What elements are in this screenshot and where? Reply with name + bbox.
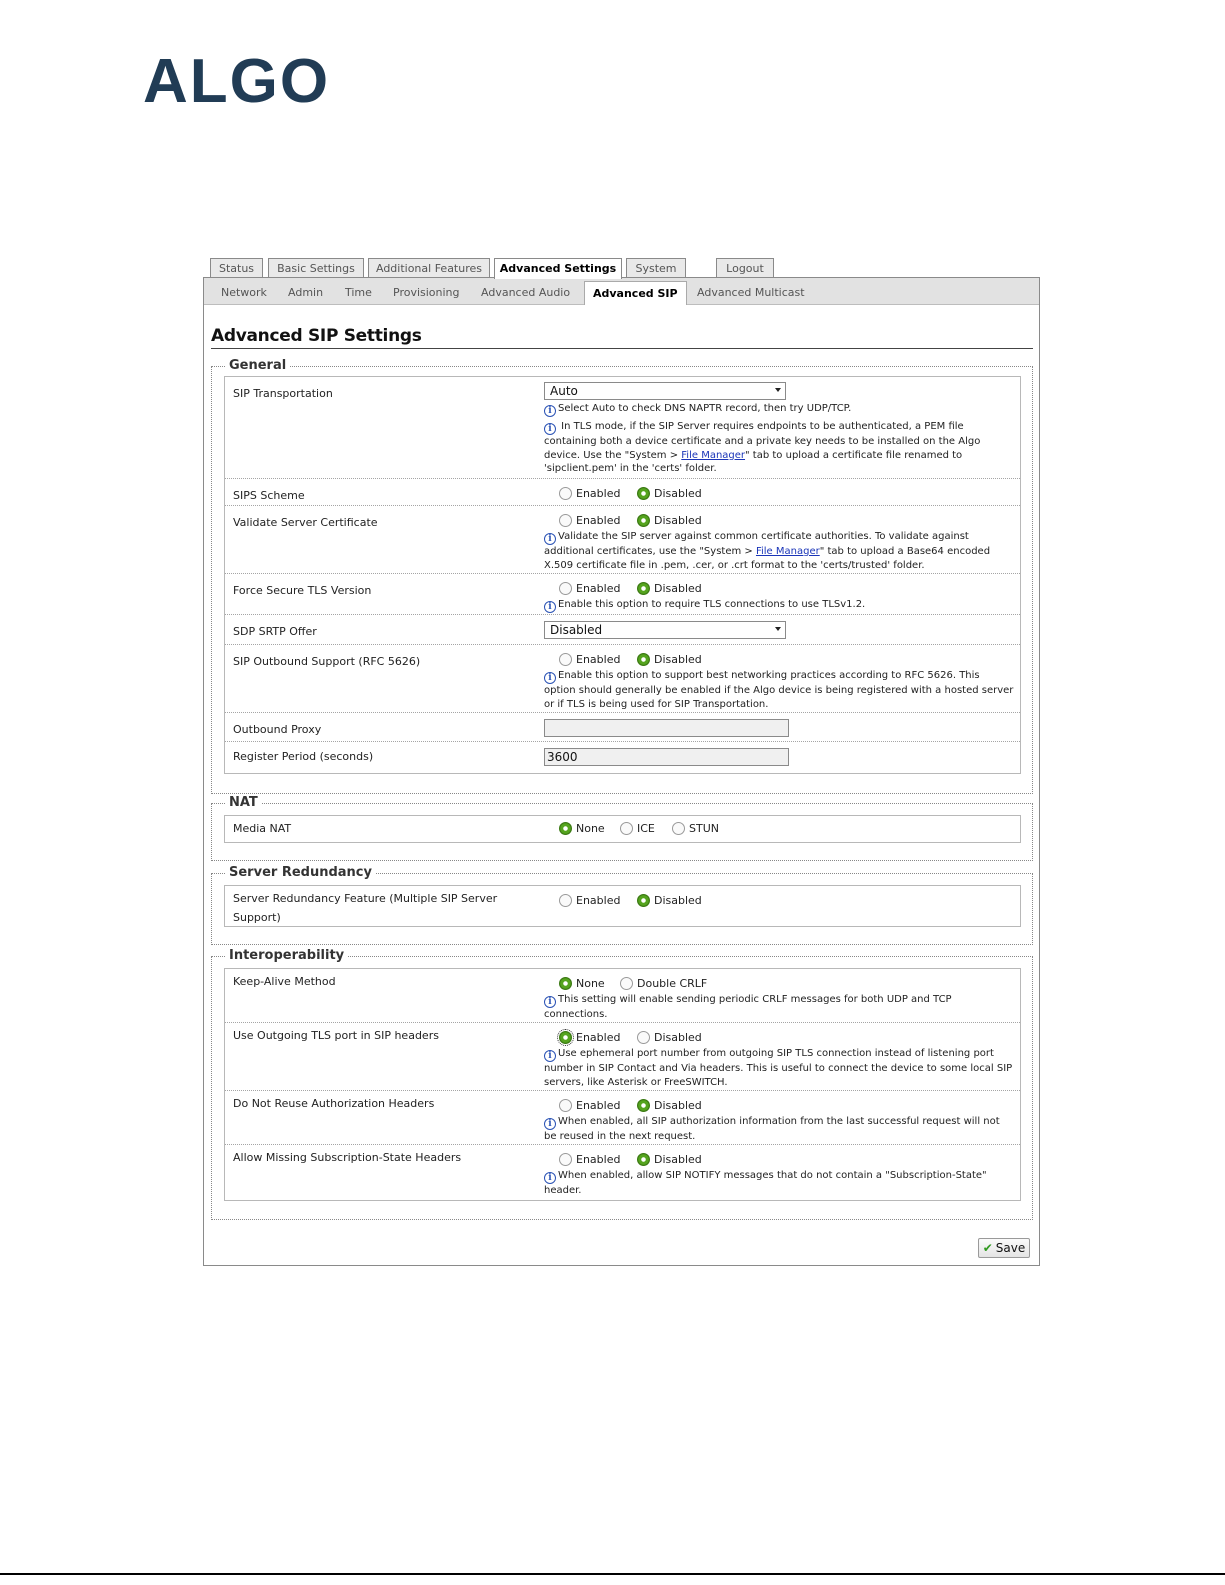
sip-transportation-value: Auto [550, 384, 578, 398]
keep-alive-none-option[interactable] [559, 975, 605, 992]
dropdown-arrow-icon [775, 388, 781, 392]
media-nat-none-option[interactable] [559, 820, 605, 837]
help-text: Enable this option to support best networking practices according to RFC 5626. This option should generally be enabled if the Algo device is being registered with a hosted server or if TLS is being used for SIP Transportation. [544, 670, 1014, 710]
no-reuse-auth-disabled-option[interactable] [637, 1097, 702, 1114]
algo-logo [143, 52, 373, 110]
no-reuse-auth-row [225, 1091, 1020, 1145]
page-footer-rule [0, 1573, 1225, 1575]
force-tls-row [225, 574, 1020, 615]
nat-group [211, 795, 1033, 861]
info-icon: i [544, 1118, 556, 1130]
subtab-advanced-sip[interactable]: Advanced SIP [584, 281, 687, 305]
radio-label: STUN [689, 822, 719, 835]
keep-alive-help [544, 993, 1014, 1022]
radio-icon[interactable] [559, 487, 572, 500]
validate-cert-disabled-option[interactable] [637, 512, 702, 529]
help-text: " tab to upload a certificate file renamed to 'sipclient.pem' in the 'certs' folder. [544, 449, 963, 474]
radio-label: Disabled [654, 1153, 702, 1166]
algo-logo-mark [143, 52, 373, 110]
media-nat-control [559, 820, 1029, 837]
nat-table [224, 815, 1021, 843]
sub-navigation [204, 278, 1039, 305]
general-group [211, 358, 1033, 794]
info-icon: i [544, 405, 556, 417]
help-text: In TLS mode, if the SIP Server requires endpoints to be authenticated, a PEM file containing both a device certificate and a private key needs to be installed on the Algo device. Use the "System > [544, 421, 981, 461]
sips-scheme-disabled-option[interactable] [637, 485, 702, 502]
info-icon: i [544, 423, 556, 435]
server-redundancy-enabled-option[interactable] [559, 892, 620, 909]
radio-label: Enabled [576, 1031, 621, 1044]
general-table [224, 376, 1021, 774]
outgoing-tls-disabled-option[interactable] [637, 1029, 702, 1046]
help-text: Validate the SIP server against common certificate authorities. To validate against additional certificates, use the "System > [544, 531, 969, 557]
outbound-proxy-label: Outbound Proxy [233, 723, 322, 736]
force-tls-help [544, 598, 1014, 613]
general-legend: General [226, 358, 289, 373]
missing-subscription-control [544, 1151, 1014, 1198]
radio-label: Enabled [576, 487, 621, 500]
sip-outbound-label: SIP Outbound Support (RFC 5626) [233, 655, 421, 668]
nat-legend: NAT [226, 795, 261, 810]
interoperability-group [211, 948, 1033, 1220]
tab-status[interactable]: Status [210, 258, 263, 278]
file-manager-link[interactable]: File Manager [755, 546, 820, 557]
radio-label: Enabled [576, 653, 621, 666]
no-reuse-auth-control [544, 1097, 1014, 1144]
radio-label: Disabled [654, 487, 702, 500]
register-period-row [225, 742, 1020, 774]
sdp-srtp-select[interactable] [544, 621, 786, 639]
tab-additional-features[interactable]: Additional Features [368, 258, 490, 278]
interoperability-legend: Interoperability [226, 948, 347, 963]
sdp-srtp-control [544, 621, 1014, 639]
outbound-proxy-input[interactable] [544, 719, 789, 737]
help-text: Select Auto to check DNS NAPTR record, then try UDP/TCP. [558, 403, 852, 414]
server-redundancy-label: Server Redundancy Feature (Multiple SIP Server Support) [233, 892, 498, 924]
sip-outbound-help [544, 669, 1014, 711]
validate-cert-row [225, 506, 1020, 574]
sips-scheme-control [559, 485, 1029, 502]
sip-transportation-label: SIP Transportation [233, 387, 333, 400]
server-redundancy-group [211, 865, 1033, 945]
title-divider [211, 348, 1033, 349]
radio-selected-icon[interactable] [559, 822, 572, 835]
radio-label: Disabled [654, 1031, 702, 1044]
radio-label: None [576, 822, 605, 835]
radio-label: Double CRLF [637, 977, 708, 990]
info-icon: i [544, 1050, 556, 1062]
force-tls-enabled-option[interactable] [559, 580, 620, 597]
subtab-time[interactable]: Time [345, 286, 372, 299]
dropdown-arrow-icon [775, 627, 781, 631]
info-icon: i [544, 672, 556, 684]
sip-outbound-enabled-option[interactable] [559, 651, 620, 668]
sip-transportation-tls-help [544, 420, 1014, 476]
missing-subscription-enabled-option[interactable] [559, 1151, 620, 1168]
radio-icon[interactable] [620, 977, 633, 990]
radio-label: Disabled [654, 653, 702, 666]
page-title: Advanced SIP Settings [211, 326, 422, 346]
radio-label: Disabled [654, 894, 702, 907]
missing-subscription-label: Allow Missing Subscription-State Headers [233, 1151, 462, 1164]
radio-selected-icon[interactable] [559, 977, 572, 990]
missing-subscription-row [225, 1145, 1020, 1201]
media-nat-ice-option[interactable] [620, 820, 655, 837]
radio-label: Enabled [576, 1153, 621, 1166]
radio-label: Enabled [576, 582, 621, 595]
outgoing-tls-label: Use Outgoing TLS port in SIP headers [233, 1029, 439, 1042]
server-redundancy-legend: Server Redundancy [226, 865, 375, 880]
radio-label: Disabled [654, 582, 702, 595]
help-text: " tab to upload a Base64 encoded X.509 certificate file in .pem, .cer, or .crt format to the 'certs/trusted' folder. [544, 546, 991, 571]
force-tls-disabled-option[interactable] [637, 580, 702, 597]
subtab-admin[interactable]: Admin [288, 286, 324, 299]
radio-icon[interactable] [559, 514, 572, 527]
subtab-advanced-audio[interactable]: Advanced Audio [481, 286, 571, 299]
radio-selected-icon[interactable] [637, 1153, 650, 1166]
help-text: When enabled, allow SIP NOTIFY messages that do not contain a "Subscription-State" header. [544, 1170, 987, 1196]
keep-alive-row [225, 969, 1020, 1023]
sdp-srtp-label: SDP SRTP Offer [233, 625, 317, 638]
sips-scheme-label: SIPS Scheme [233, 489, 305, 502]
sip-transportation-control [544, 382, 1014, 476]
sip-outbound-disabled-option[interactable] [637, 651, 702, 668]
radio-icon[interactable] [559, 582, 572, 595]
interoperability-table [224, 968, 1021, 1201]
file-manager-link[interactable]: File Manager [681, 449, 746, 461]
outgoing-tls-row [225, 1023, 1020, 1091]
sip-outbound-row [225, 645, 1020, 713]
server-redundancy-control [559, 892, 1029, 909]
media-nat-row [225, 816, 1020, 842]
force-tls-control [544, 580, 1014, 613]
subtab-provisioning[interactable]: Provisioning [393, 286, 460, 299]
radio-icon[interactable] [559, 1099, 572, 1112]
sip-outbound-control [544, 651, 1014, 711]
sip-transportation-select[interactable] [544, 382, 786, 400]
radio-icon[interactable] [559, 894, 572, 907]
validate-cert-help [544, 530, 1014, 572]
register-period-label: Register Period (seconds) [233, 750, 374, 763]
tab-advanced-settings[interactable]: Advanced Settings [494, 258, 622, 279]
info-icon: i [544, 601, 556, 613]
radio-icon[interactable] [637, 1031, 650, 1044]
radio-icon[interactable] [672, 822, 685, 835]
radio-icon[interactable] [620, 822, 633, 835]
radio-label: Enabled [576, 894, 621, 907]
sips-scheme-enabled-option[interactable] [559, 485, 620, 502]
tab-system[interactable]: System [626, 258, 686, 278]
checkmark-icon: ✔ [982, 1241, 993, 1255]
validate-cert-label: Validate Server Certificate [233, 516, 378, 529]
help-text: When enabled, all SIP authorization information from the last successful request will not be reused in the next request. [544, 1116, 1000, 1142]
server-redundancy-table [224, 885, 1021, 927]
sip-transportation-row [225, 377, 1020, 479]
info-icon: i [544, 1172, 556, 1184]
missing-subscription-help [544, 1169, 1014, 1198]
sips-scheme-row [225, 479, 1020, 506]
outgoing-tls-control [544, 1029, 1014, 1089]
no-reuse-auth-enabled-option[interactable] [559, 1097, 620, 1114]
settings-panel [203, 277, 1040, 1266]
no-reuse-auth-label: Do Not Reuse Authorization Headers [233, 1097, 435, 1110]
keep-alive-label: Keep-Alive Method [233, 975, 336, 988]
server-redundancy-disabled-option[interactable] [637, 892, 702, 909]
subtab-network[interactable]: Network [221, 286, 267, 299]
radio-label: Enabled [576, 514, 621, 527]
media-nat-stun-option[interactable] [672, 820, 719, 837]
help-text: This setting will enable sending periodic CRLF messages for both UDP and TCP connections. [544, 994, 952, 1020]
keep-alive-double-crlf-option[interactable] [620, 975, 707, 992]
radio-label: ICE [637, 822, 655, 835]
tab-logout[interactable]: Logout [716, 258, 774, 278]
radio-selected-icon[interactable] [637, 653, 650, 666]
radio-selected-icon[interactable] [637, 894, 650, 907]
radio-label: Disabled [654, 514, 702, 527]
subtab-advanced-multicast[interactable]: Advanced Multicast [697, 286, 805, 299]
radio-selected-icon[interactable] [637, 1099, 650, 1112]
radio-label: Disabled [654, 1099, 702, 1112]
radio-selected-icon[interactable] [637, 582, 650, 595]
radio-selected-icon[interactable] [559, 1031, 572, 1044]
no-reuse-auth-help [544, 1115, 1014, 1144]
sdp-srtp-row [225, 615, 1020, 645]
save-label: Save [995, 1241, 1026, 1255]
sip-transportation-help [544, 402, 1014, 417]
outgoing-tls-help [544, 1047, 1014, 1089]
server-redundancy-row [225, 886, 1020, 926]
register-period-control [544, 748, 1014, 766]
save-button[interactable] [978, 1238, 1030, 1258]
validate-cert-control [544, 512, 1014, 572]
tab-basic-settings[interactable]: Basic Settings [268, 258, 364, 278]
radio-icon[interactable] [559, 1153, 572, 1166]
media-nat-label: Media NAT [233, 822, 292, 835]
outbound-proxy-row [225, 713, 1020, 742]
keep-alive-control [544, 975, 1014, 1022]
radio-selected-icon[interactable] [637, 514, 650, 527]
validate-cert-enabled-option[interactable] [559, 512, 620, 529]
radio-label: None [576, 977, 605, 990]
missing-subscription-disabled-option[interactable] [637, 1151, 702, 1168]
info-icon: i [544, 533, 556, 545]
info-icon: i [544, 996, 556, 1008]
radio-selected-icon[interactable] [637, 487, 650, 500]
force-tls-label: Force Secure TLS Version [233, 584, 372, 597]
logo-text: ALGO [143, 52, 331, 110]
radio-icon[interactable] [559, 653, 572, 666]
sdp-srtp-value: Disabled [550, 623, 603, 637]
outgoing-tls-enabled-option[interactable] [559, 1029, 620, 1046]
radio-label: Enabled [576, 1099, 621, 1112]
outbound-proxy-control [544, 719, 1014, 737]
help-text: Use ephemeral port number from outgoing SIP TLS connection instead of listening port number in SIP Contact and Via headers. This is useful to connect the device to some local SIP servers, like Asterisk or FreeSWITCH. [544, 1048, 1013, 1088]
help-text: Enable this option to require TLS connections to use TLSv1.2. [558, 599, 866, 610]
register-period-input[interactable]: 3600 [544, 748, 789, 766]
